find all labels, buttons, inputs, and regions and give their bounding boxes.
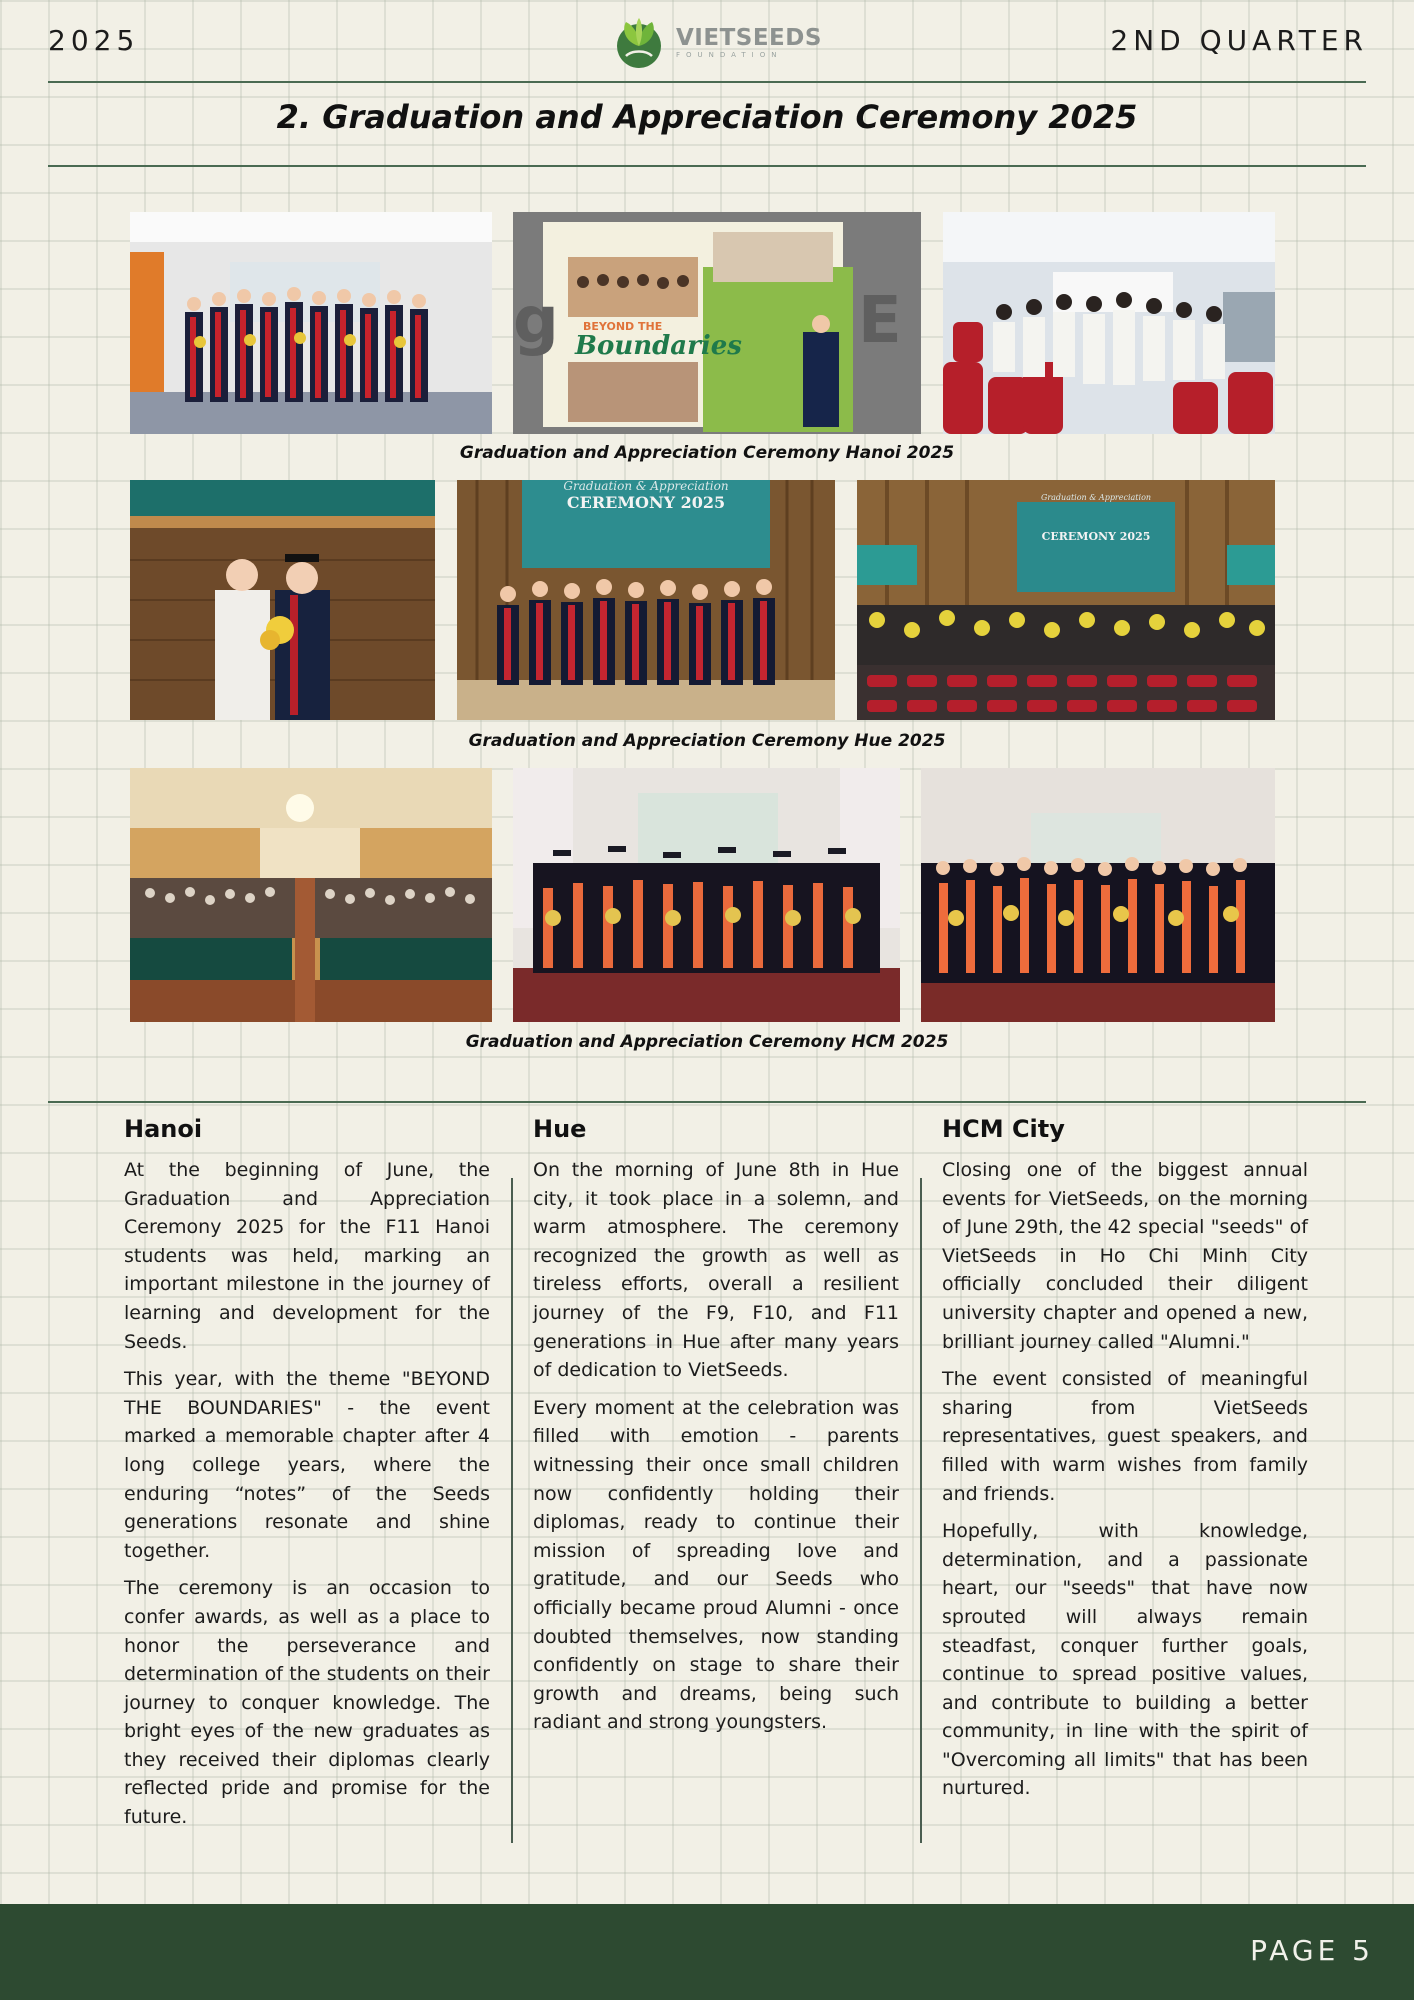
photo-hue-audience — [857, 480, 1275, 720]
column-hanoi-heading: Hanoi — [124, 1115, 203, 1143]
footer-bar — [0, 1904, 1414, 2000]
caption-hue: Graduation and Appreciation Ceremony Hue 2025 — [468, 731, 946, 751]
vietseeds-leaf-icon — [612, 16, 666, 70]
hue-audience-screen-title: Graduation & Appreciation — [1040, 493, 1152, 502]
column-hcm-paragraph: Closing one of the biggest annual events for VietSeeds, on the morning of June 29th, the 42 special "seeds" of VietSeeds in Ho Chi Minh City officially concluded their diligent university chapter and opened a new, brilliant journey called "Alumni." — [942, 1159, 1308, 1353]
column-hcm-paragraph: Hopefully, with knowledge, determination, and a passionate heart, our "seeds" that have now sprouted will always remain steadfast, conquer further goals, continue to spread positive values, and contribute to building a better community, in line with the spirit of "Overcoming all limits" that has been nurtured. — [942, 1520, 1308, 1800]
header-rule-top — [48, 81, 1366, 83]
poster-boundaries-text: Boundaries — [575, 331, 742, 361]
header-year: 2025 — [48, 24, 140, 57]
column-hcm — [942, 1112, 1308, 1812]
column-divider — [920, 1178, 922, 1843]
header-rule-bottom — [48, 165, 1366, 167]
column-hcm-paragraph: The event consisted of meaningful sharing from VietSeeds representatives, guest speakers, and filled with warm wishes from family and friends. — [942, 1368, 1308, 1505]
column-hanoi-paragraph: At the beginning of June, the Graduation and Appreciation Ceremony 2025 for the F11 Hanoi students was held, marking an important milestone in the journey of learning and development for the Seeds. — [124, 1159, 490, 1353]
page-number: PAGE 5 — [1250, 1934, 1374, 1967]
photo-hanoi-poster — [513, 212, 921, 434]
photo-hcm-hall — [130, 768, 492, 1022]
column-hue-paragraph: Every moment at the celebration was filled with emotion - parents witnessing their once small children now confidently holding their diplomas, ready to continue their mission of spreading love and gratitude, and our Seeds who officially became proud Alumni - once doubted themselves, now standing confidently on stage to share their growth and dreams, being such radiant and strong youngsters. — [533, 1396, 899, 1734]
section-title: 2. Graduation and Appreciation Ceremony 2025 — [276, 98, 1138, 136]
svg-text:E: E — [858, 284, 902, 358]
vietseeds-logo — [612, 16, 822, 70]
photo-hcm-group — [921, 768, 1275, 1022]
caption-hcm: Graduation and Appreciation Ceremony HCM 2025 — [465, 1032, 949, 1052]
text-section-rule — [48, 1101, 1366, 1103]
photo-hue-stage — [457, 480, 835, 720]
column-hue — [533, 1112, 899, 1746]
column-hue-paragraph: On the morning of June 8th in Hue city, it took place in a solemn, and warm atmosphere. The ceremony recognized the growth as well as tireless efforts, overall a resilient journey of the F9, F10, and F11 generations in Hue after many years of dedication to VietSeeds. — [533, 1159, 899, 1382]
photo-hanoi-cheering — [943, 212, 1275, 434]
hue-audience-screen-sub: CEREMONY 2025 — [1041, 530, 1151, 543]
hue-screen-title: Graduation & Appreciation — [563, 480, 729, 493]
hue-screen-sub: CEREMONY 2025 — [566, 493, 726, 512]
column-divider — [511, 1178, 513, 1843]
column-hcm-heading: HCM City — [942, 1115, 1065, 1143]
photo-hcm-caps — [513, 768, 900, 1022]
caption-hanoi: Graduation and Appreciation Ceremony Hanoi 2025 — [459, 443, 955, 463]
svg-text:g: g — [513, 284, 559, 358]
logo-name: VIETSEEDS — [676, 25, 822, 51]
column-hue-heading: Hue — [533, 1115, 587, 1143]
photo-hanoi-graduates — [130, 212, 492, 434]
column-hanoi-paragraph: This year, with the theme "BEYOND THE BOUNDARIES" - the event marked a memorable chapter after 4 long college years, where the enduring “notes” of the Seeds generations resonate and shine together. — [124, 1368, 490, 1562]
photo-hue-portrait — [130, 480, 435, 720]
column-hanoi-paragraph: The ceremony is an occasion to confer awards, as well as a place to honor the perseverance and determination of the students on their journey to conquer knowledge. The bright eyes of the new graduates as they received their diplomas clearly reflected pride and promise for the future. — [124, 1577, 490, 1829]
header-quarter: 2ND QUARTER — [1110, 24, 1368, 57]
poster-beyond-text: BEYOND THE — [583, 320, 663, 333]
column-hanoi — [124, 1112, 490, 1841]
logo-sub: FOUNDATION — [676, 51, 783, 59]
